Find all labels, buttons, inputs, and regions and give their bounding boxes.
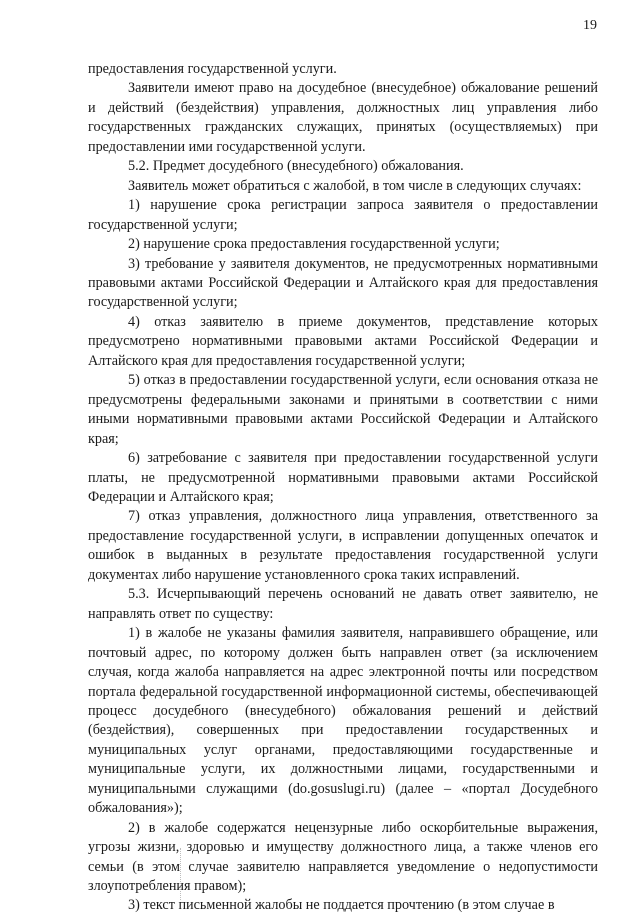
scan-artifact: [180, 848, 182, 900]
paragraph: Заявитель может обратиться с жалобой, в том числе в следующих случаях:: [128, 177, 582, 194]
list-item: 3) требование у заявителя документов, не предусмотренных нормативными правовыми актами Российской Федерации и Алтайского края для предоставления государственной услуги;: [88, 255, 598, 311]
list-item: 4) отказ заявителю в приеме документов, представление которых предусмотрено нормативными правовыми актами Российской Федерации и Алтайского края для предоставления государственной услуги;: [88, 313, 598, 369]
page-number: 19: [583, 18, 597, 33]
list-item: 2) нарушение срока предоставления государственной услуги;: [128, 236, 500, 253]
section-heading: 5.3. Исчерпывающий перечень оснований не давать ответ заявителю, не направлять ответ по существу:: [88, 586, 598, 622]
section-heading: 5.2. Предмет досудебного (внесудебного) обжалования.: [128, 158, 464, 175]
list-item: 7) отказ управления, должностного лица управления, ответственного за предоставление государственной услуги, в исправлении допущенных опечаток и ошибок в выданных в результате предоставления государственной услуги документах либо нарушение установленного срока таких исправлений.: [88, 508, 598, 583]
document-body: [88, 60, 598, 916]
list-item: 3) текст письменной жалобы не поддается прочтению (в этом случае в: [128, 897, 555, 914]
list-item: 1) в жалобе не указаны фамилия заявителя, направившего обращение, или почтовый адрес, по которому должен быть направлен ответ (за исключением случая, когда жалоба направляется на адрес электронной почты или посредством портала федеральной государственной информационной системы, обеспечивающей процесс досудебного (внесудебного) обжалования решений и действий (бездействия), совершенных при предоставлении государственных и муниципальных услуг органами, предоставляющими государственные и муниципальные услуги, их должностными лицами, государственными и муниципальными служащими (do.gosuslugi.ru) (далее – «портал Досудебного обжалования»);: [88, 625, 598, 817]
paragraph: Заявители имеют право на досудебное (внесудебное) обжалование решений и действий (бездействия) управления, должностных лиц управления либо государственных гражданских служащих, принятых (осуществляемых) при предоставлении ими государственной услуги.: [88, 80, 598, 155]
list-item: 6) затребование с заявителя при предоставлении государственной услуги платы, не предусмотренной нормативными правовыми актами Российской Федерации и Алтайского края;: [88, 450, 598, 505]
paragraph: предоставления государственной услуги.: [88, 61, 337, 77]
list-item: 2) в жалобе содержатся нецензурные либо оскорбительные выражения, угрозы жизни, здоровью и имуществу должностного лица, а также членов его семьи (в этом случае заявителю направляется уведомление о недопустимости злоупотребления правом);: [88, 819, 598, 895]
list-item: 5) отказ в предоставлении государственной услуги, если основания отказа не предусмотрены федеральными законами и принятыми в соответствии с ними иными нормативными правовыми актами Российской Федерации и Алтайского края;: [88, 372, 598, 447]
list-item: 1) нарушение срока регистрации запроса заявителя о предоставлении государственной услуги;: [88, 197, 598, 233]
